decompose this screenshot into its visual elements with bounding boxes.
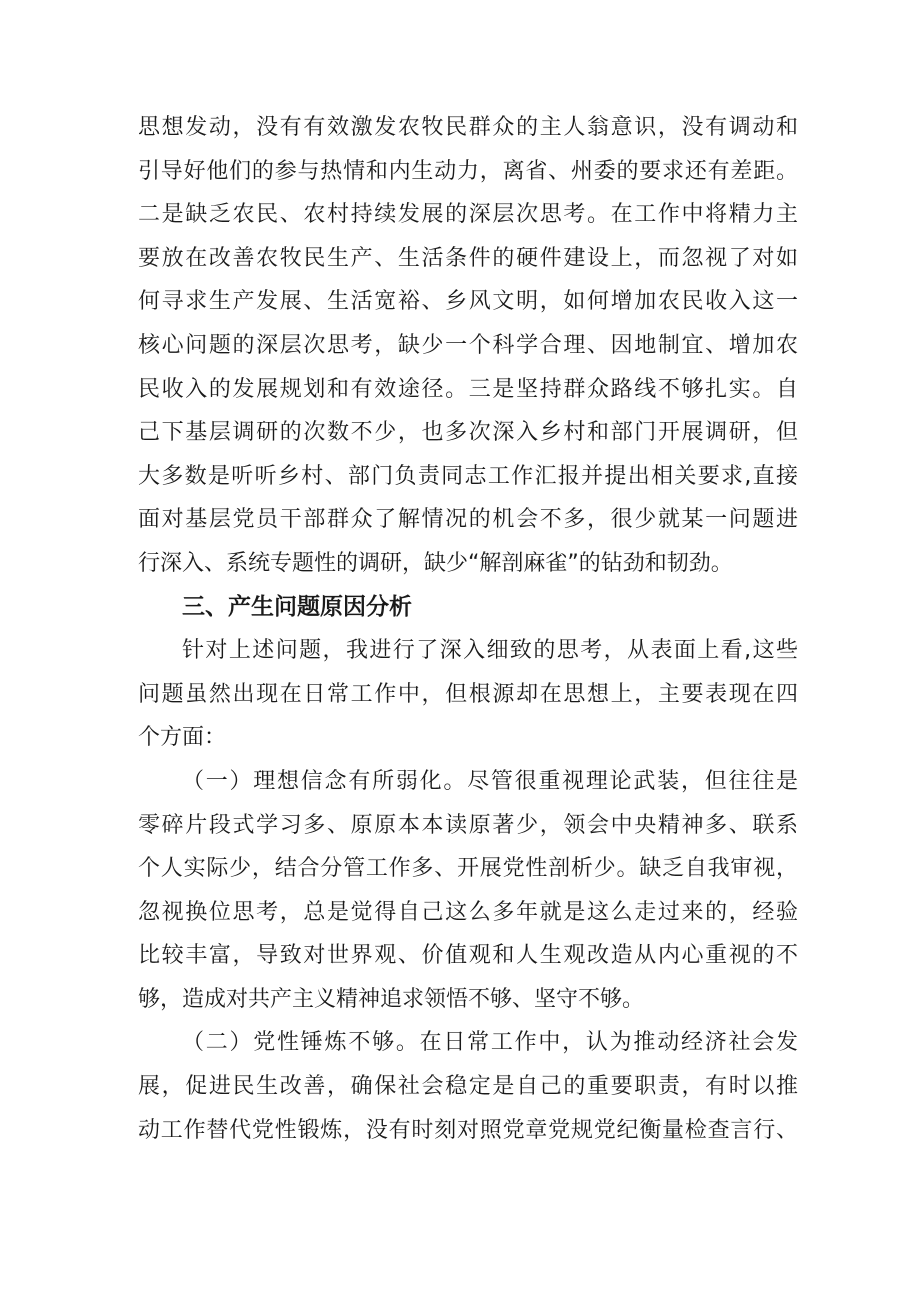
text-line: 针对上述问题，我进行了深入细致的思考，从表面上看,这些 <box>182 638 798 664</box>
text-line: 比较丰富，导致对世界观、价值观和人生观改造从内心重视的不 <box>138 943 798 969</box>
text-line: 民收入的发展规划和有效途径。三是坚持群众路线不够扎实。自 <box>138 376 798 402</box>
text-line: 动工作替代党性锻炼，没有时刻对照党章党规党纪衡量检查言行、 <box>138 1117 798 1143</box>
text-line: 零碎片段式学习多、原原本本读原著少，领会中央精神多、联系 <box>138 812 798 838</box>
paragraph-ideals-beliefs <box>138 760 798 1022</box>
text-line: 何寻求生产发展、生活宽裕、乡风文明，如何增加农民收入这一 <box>138 289 798 315</box>
text-line: 要放在改善农牧民生产、生活条件的硬件建设上，而忽视了对如 <box>138 245 798 271</box>
text-line: 问题虽然出现在日常工作中，但根源却在思想上，主要表现在四 <box>138 681 798 707</box>
text-line: 够，造成对共产主义精神追求领悟不够、坚守不够。 <box>138 986 645 1012</box>
section-heading-cause-analysis <box>138 586 798 630</box>
text-line: 思想发动，没有有效激发农牧民群众的主人翁意识，没有调动和 <box>138 115 798 140</box>
text-line: 展，促进民生改善，确保社会稳定是自己的重要职责，有时以推 <box>138 1074 798 1100</box>
section-heading: 三、产生问题原因分析 <box>182 593 412 620</box>
text-line: 忽视换位思考，总是觉得自己这么多年就是这么走过来的，经验 <box>138 899 798 925</box>
text-line: 大多数是听听乡村、部门负责同志工作汇报并提出相关要求,直接 <box>138 463 798 489</box>
paragraph-intro <box>138 629 798 760</box>
text-line: 个方面： <box>138 725 227 751</box>
paragraph-problems-continued <box>138 106 798 586</box>
text-line: 己下基层调研的次数不少，也多次深入乡村和部门开展调研，但 <box>138 420 798 446</box>
text-line: 引导好他们的参与热情和内生动力，离省、州委的要求还有差距。 <box>138 158 798 184</box>
text-line: （二）党性锤炼不够。在日常工作中，认为推动经济社会发 <box>182 1030 798 1056</box>
text-line: 二是缺乏农民、农村持续发展的深层次思考。在工作中将精力主 <box>138 202 798 228</box>
document-body <box>138 106 798 1152</box>
text-line: 个人实际少，结合分管工作多、开展党性剖析少。缺乏自我审视， <box>138 856 798 882</box>
text-line: 面对基层党员干部群众了解情况的机会不多，很少就某一问题进 <box>138 507 798 533</box>
text-line: 核心问题的深层次思考，缺少一个科学合理、因地制宜、增加农 <box>138 332 798 358</box>
text-line: 行深入、系统专题性的调研，缺少“解剖麻雀”的钻劲和韧劲。 <box>138 550 733 576</box>
paragraph-party-spirit <box>138 1021 798 1152</box>
text-line: （一）理想信念有所弱化。尽管很重视理论武装，但往往是 <box>182 768 798 794</box>
